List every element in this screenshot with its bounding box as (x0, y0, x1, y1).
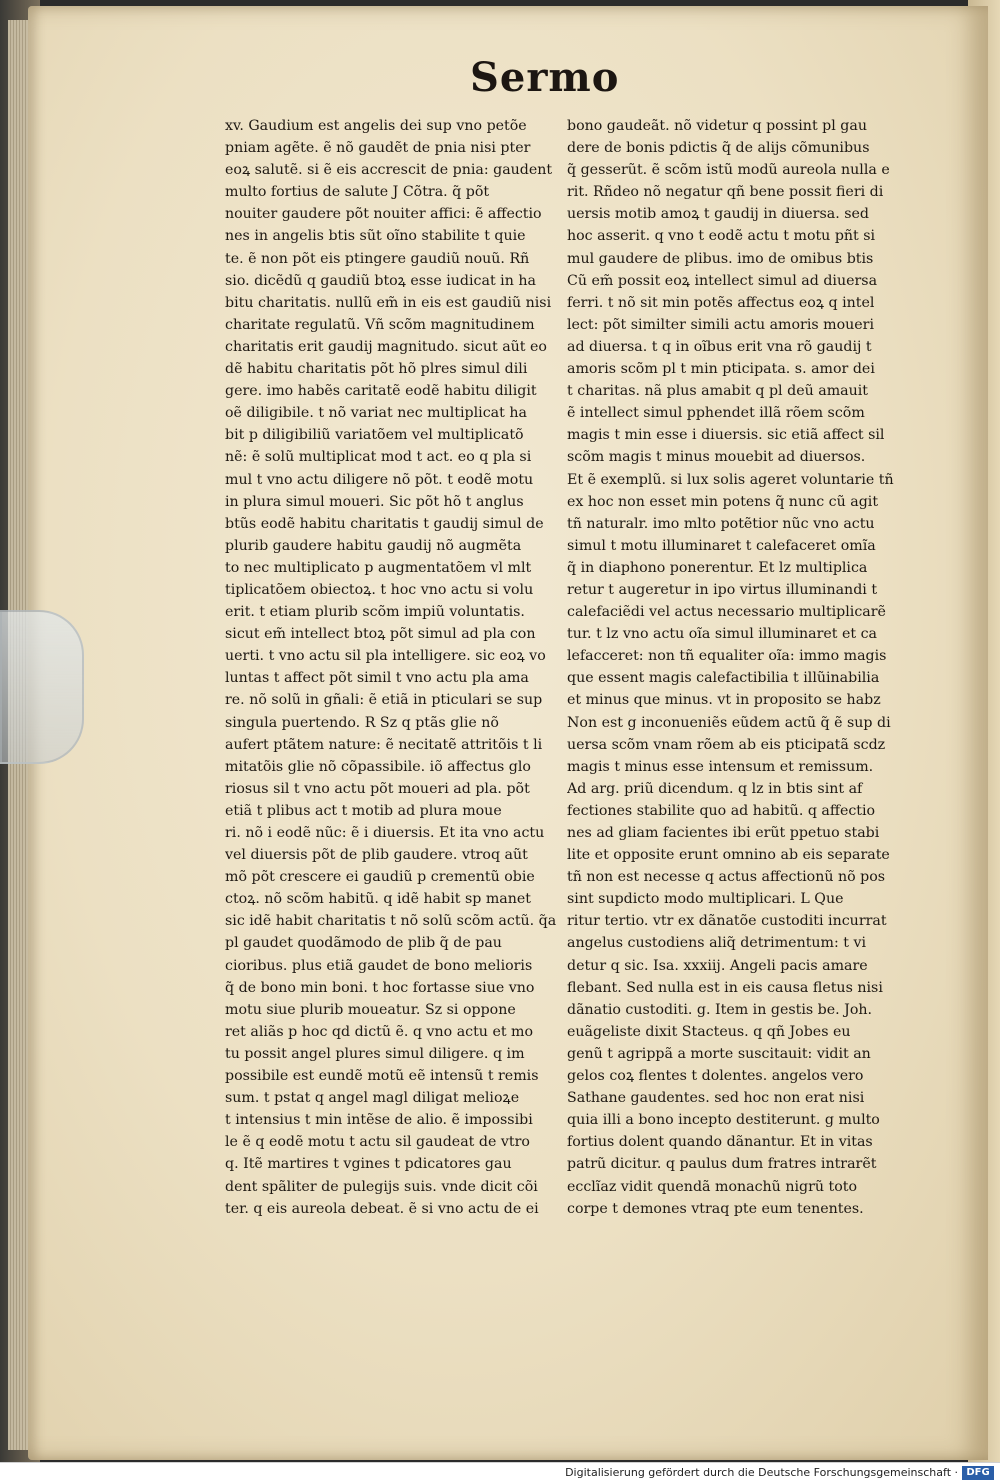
text-line: rit. Rñdeo nõ negatur qñ bene possit fieri di (567, 184, 884, 201)
text-line: nes in angelis btis sũt oĩno stabilite t quie (225, 228, 526, 245)
text-line: sint supdicto modo multiplicari. L Que (567, 891, 844, 908)
text-line: lefacceret: non tñ equaliter oĩa: immo magis (567, 648, 887, 665)
text-line: ritur tertio. vtr ex dãnatõe custoditi incurrat (567, 913, 887, 930)
text-line: nouiter gaudere põt nouiter affici: ẽ affectio (225, 206, 542, 223)
text-line: tñ non est necesse q actus affectionũ nõ pos (567, 869, 886, 886)
text-line: etiã t plibus act t motib ad plura moue (225, 802, 502, 819)
text-line: quia illi a bono incepto destiterunt. g multo (567, 1112, 880, 1129)
left-text-column (225, 115, 560, 1220)
text-line: uersa scõm vnam rõem ab eis pticipatã scdz (567, 736, 886, 753)
text-line: amoris scõm pl t min pticipata. s. amor dei (567, 361, 875, 378)
text-line: riosus sil t vno actu põt moueri ad pla. põt (225, 780, 530, 797)
text-line: re. nõ solũ in gñali: ẽ etiã in pticulari se sup (225, 692, 543, 709)
running-head: Sermo (470, 54, 620, 101)
text-line: mul gaudere de plibus. imo de omibus btis (567, 250, 874, 267)
text-line: gelos coꝝ flentes t dolentes. angelos vero (567, 1068, 864, 1085)
text-line: bit p diligibiliũ variatõem vel multiplicatõ (225, 427, 524, 444)
text-line: uerti. t vno actu sil pla intelligere. sic eoꝝ vo (225, 648, 546, 665)
text-line: lite et opposite erunt omnino ab eis separate (567, 847, 890, 864)
text-line: btũs eodẽ habitu charitatis t gaudij simul de (225, 515, 544, 532)
text-line: motu siue plurib moueatur. Sz si oppone (225, 1001, 516, 1018)
text-line: dãnatio custoditi. g. Item in gestis be. Joh. (567, 1001, 873, 1018)
text-line: ferri. t nõ sit min potẽs affectus eoꝝ q intel (567, 294, 875, 311)
text-line: mitatõis glie nõ cõpassibile. iõ affectus glo (225, 758, 531, 775)
text-line: q̃ in diaphono ponerentur. Et lz multiplica (567, 559, 868, 576)
text-line: tiplicatõem obiectoꝝ. t hoc vno actu si volu (225, 581, 534, 598)
text-line: vel diuersis põt de plib gaudere. vtroq aũt (225, 847, 528, 864)
text-line: Non est g inconueniẽs eũdem actũ q̃ ẽ sup di (567, 714, 891, 731)
text-line: scõm magis t minus mouebit ad diuersos. (567, 449, 866, 466)
text-line: uersis motib amoꝝ t gaudij in diuersa. sed (567, 206, 869, 223)
text-line: sic idẽ habit charitatis t nõ solũ scõm actũ. q̃a (225, 913, 557, 930)
text-line: singula puertendo. R Sz q ptãs glie nõ (225, 714, 499, 731)
text-line: dere de bonis pdictis q̃ de alijs cõmunibus (567, 140, 870, 157)
text-line: t intensius t min intẽse de alio. ẽ impossibi (225, 1112, 533, 1129)
page-clip (0, 610, 84, 764)
text-line: le ẽ q eodẽ motu t actu sil gaudeat de vtro (225, 1134, 530, 1151)
text-line: Et ẽ exemplũ. si lux solis ageret voluntarie tñ (567, 471, 894, 488)
text-line: genũ t agrippã a morte suscitauit: vidit an (567, 1045, 871, 1062)
text-line: charitate regulatũ. Vñ scõm magnitudinem (225, 316, 535, 333)
text-line: multo fortius de salute J Cõtra. q̃ põt (225, 184, 490, 201)
text-line: q̃ gesserũt. ẽ scõm istũ modũ aureola nulla e (567, 162, 890, 179)
text-line: angelus custodiens aliq̃ detrimentum: t vi (567, 935, 867, 952)
text-line: tur. t lz vno actu oĩa simul illuminaret et ca (567, 626, 878, 643)
text-line: eoꝝ salutẽ. si ẽ eis accrescit de pnia: gaudent (225, 162, 553, 179)
text-line: magis t minus esse intensum et remissum. (567, 758, 874, 775)
text-line: detur q sic. Isa. xxxiij. Angeli pacis amare (567, 957, 868, 974)
text-line: to nec multiplicato p augmentatõem vl mlt (225, 559, 532, 576)
text-line: erit. t etiam plurib scõm impiũ voluntatis. (225, 604, 525, 621)
text-line: mul t vno actu diligere nõ põt. t eodẽ motu (225, 471, 534, 488)
text-line: nẽ: ẽ solũ multiplicat mod t act. eo q pla si (225, 449, 532, 466)
text-line: in plura simul moueri. Sic põt hõ t anglus (225, 493, 524, 510)
text-line: nes ad gliam facientes ibi erũt ppetuo stabi (567, 825, 880, 841)
text-line: ex hoc non esset min potens q̃ nunc cũ agit (567, 493, 879, 510)
text-line: possibile est eundẽ motũ eẽ intensũ t remis (225, 1068, 539, 1085)
text-line: euãgeliste dixit Stacteus. q qñ Jobes eu (567, 1023, 851, 1040)
text-line: flebant. Sed nulla est in eis causa fletus nisi (567, 979, 883, 996)
text-line: mõ põt crescere ei gaudiũ p crementũ obie (225, 869, 535, 886)
text-line: luntas t affect põt simil t vno actu pla ama (225, 670, 529, 687)
text-line: Sathane gaudentes. sed hoc non erat nisi (567, 1090, 865, 1107)
text-line: retur t augeretur in ipo virtus illuminandi t (567, 581, 878, 598)
text-line: fortius dolent quando dãnantur. Et in vitas (567, 1134, 873, 1151)
text-line: corpe t demones vtraq pte eum tenentes. (567, 1200, 864, 1217)
footer-bar (0, 1462, 1000, 1484)
text-line: ecclĩaz vidit quendã monachũ nigrũ toto (567, 1178, 857, 1195)
text-line: pniam agẽte. ẽ nõ gaudẽt de pnia nisi pter (225, 140, 531, 157)
text-line: bono gaudeãt. nõ videtur q possint pl gau (567, 118, 867, 134)
text-line: simul t motu illuminaret t calefaceret omĩa (567, 537, 876, 554)
right-text-column (567, 115, 902, 1220)
text-line: charitatis erit gaudij magnitudo. sicut aũt eo (225, 338, 547, 355)
text-line: oẽ diligibile. t nõ variat nec multiplicat ha (225, 405, 527, 422)
text-line: t charitas. nã plus amabit q pl deũ amauit (567, 383, 868, 400)
text-line: ter. q eis aureola debeat. ẽ si vno actu de ei (225, 1200, 539, 1217)
funding-notice: Digitalisierung gefördert durch die Deutsche Forschungsgemeinschaft · (565, 1466, 958, 1479)
text-line: que essent magis calefactibilia t illũinabilia (567, 670, 880, 687)
text-line: ctoꝝ. nõ scõm habitũ. q idẽ habit sp manet (225, 891, 531, 908)
text-line: tu possit angel plures simul diligere. q im (225, 1045, 525, 1062)
text-line: cioribus. plus etiã gaudet de bono melioris (225, 957, 533, 974)
text-line: sicut em̃ intellect btoꝝ põt simul ad pla con (225, 626, 536, 643)
text-line: ad diuersa. t q in oĩbus erit vna rõ gaudij t (567, 338, 872, 355)
text-line: hoc asserit. q vno t eodẽ actu t motu pñt si (567, 228, 876, 245)
text-line: patrũ dicitur. q paulus dum fratres intrarẽt (567, 1156, 877, 1173)
text-line: ret aliãs p hoc qd dictũ ẽ. q vno actu et mo (225, 1023, 534, 1040)
text-line: lect: põt similter simili actu amoris moueri (567, 316, 874, 333)
text-line: q̃ de bono min boni. t hoc fortasse siue vno (225, 979, 535, 996)
text-line: magis t min esse i diuersis. sic etiã affect sil (567, 427, 885, 444)
text-line: xv. Gaudium est angelis dei sup vno petõe (225, 118, 527, 134)
text-line: sum. t pstat q angel magl diligat melioꝝe (225, 1090, 520, 1107)
text-line: pl gaudet quodãmodo de plib q̃ de pau (225, 935, 502, 952)
dfg-logo: DFG (962, 1466, 994, 1480)
text-line: aufert ptãtem nature: ẽ necitatẽ attritõis t li (225, 736, 543, 753)
text-line: Cũ em̃ possit eoꝝ intellect simul ad diuersa (567, 272, 878, 289)
text-line: Ad arg. priũ dicendum. q lz in btis sint af (567, 780, 863, 797)
text-line: ri. nõ i eodẽ nũc: ẽ i diuersis. Et ita vno actu (225, 825, 545, 841)
text-line: dent spãliter de pulegijs suis. vnde dicit cõi (225, 1178, 538, 1195)
text-line: tñ naturalr. imo mlto potẽtior nũc vno actu (567, 515, 875, 532)
text-line: gere. imo habẽs caritatẽ eodẽ habitu diligit (225, 383, 537, 400)
text-line: te. ẽ non põt eis ptingere gaudiũ nouũ. Rñ (225, 250, 530, 267)
text-line: bitu charitatis. nullũ em̃ in eis est gaudiũ nisi (225, 294, 552, 311)
text-line: fectiones stabilite quo ad habitũ. q affectio (567, 802, 876, 819)
text-line: et minus que minus. vt in proposito se habz (567, 692, 881, 709)
text-line: dẽ habitu charitatis põt hõ plres simul dili (225, 361, 528, 378)
text-line: sio. dicẽdũ q gaudiũ btoꝝ esse iudicat in ha (225, 272, 536, 289)
text-line: calefaciẽdi vel actus necessario multiplicarẽ (567, 604, 886, 621)
text-line: ẽ intellect simul pphendet illã rõem scõm (567, 405, 865, 422)
text-line: q. Itẽ martires t vgines t pdicatores gau (225, 1156, 512, 1173)
text-line: plurib gaudere habitu gaudij nõ augmẽta (225, 537, 522, 554)
